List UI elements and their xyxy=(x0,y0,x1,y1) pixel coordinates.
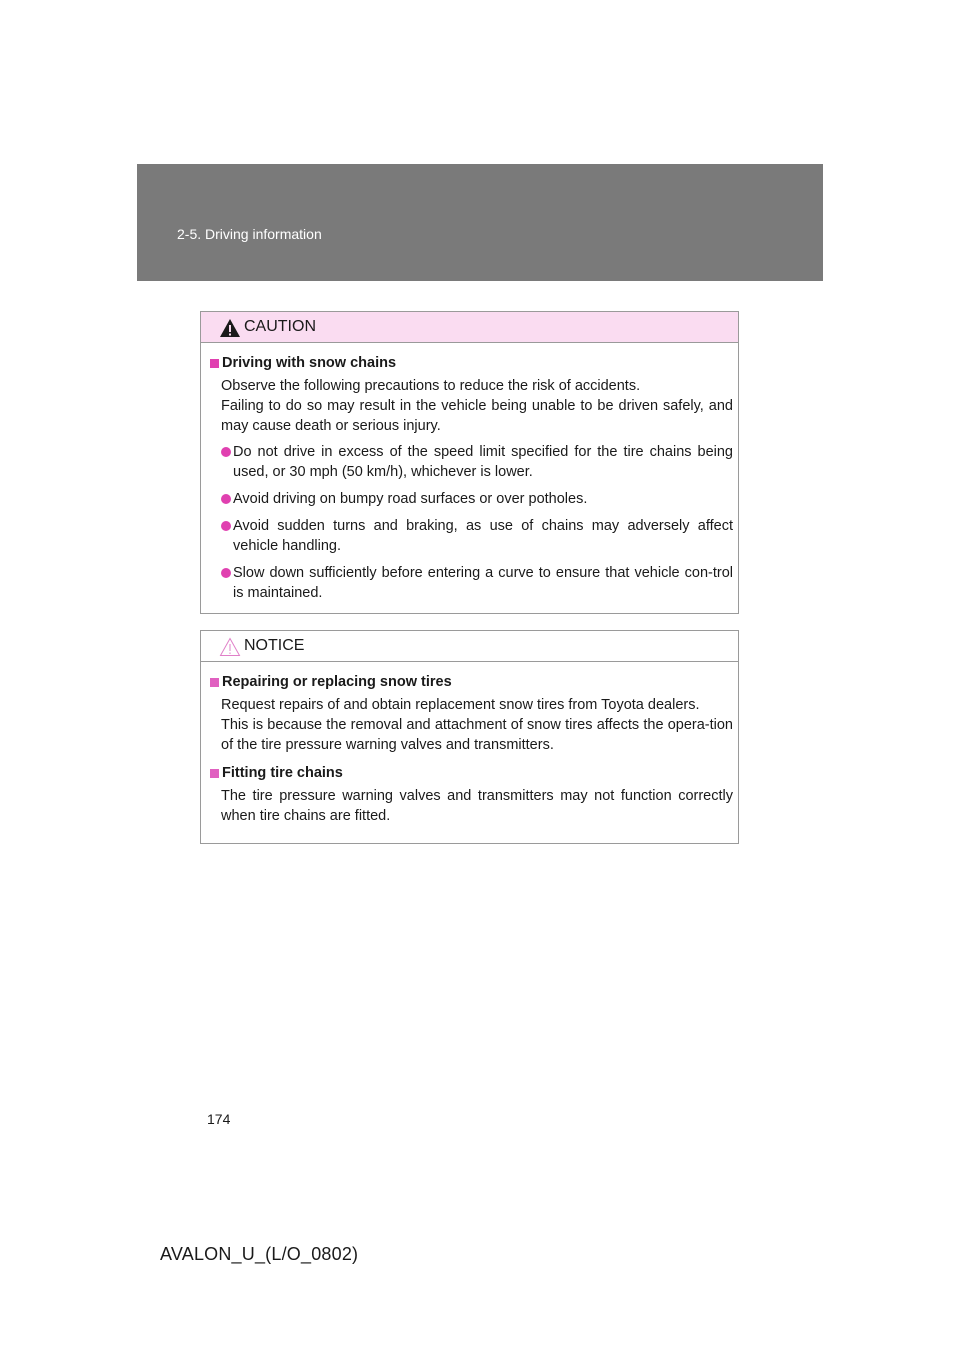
notice-body xyxy=(201,662,738,826)
caution-bullet-list xyxy=(210,442,733,603)
bullet-text: Do not drive in excess of the speed limit specified for the tire chains being used, or 30 mph (50 km/h), whichever is lower. xyxy=(233,444,733,480)
notice-section-title xyxy=(210,763,733,783)
document-code: AVALON_U_(L/O_0802) xyxy=(160,1244,359,1264)
list-item xyxy=(210,516,733,556)
notice-text-line: This is because the removal and attachment of snow tires affects the opera-tion of the tire pressure warning valves and transmitters. xyxy=(221,717,733,753)
round-bullet-icon xyxy=(221,521,231,531)
caution-section-title xyxy=(210,353,733,373)
notice-section-text xyxy=(210,695,733,755)
bullet-text: Slow down sufficiently before entering a curve to ensure that vehicle con-trol is maintained. xyxy=(233,565,733,601)
warning-triangle-outline-icon xyxy=(219,637,241,657)
caution-section-title-text: Driving with snow chains xyxy=(222,355,397,371)
square-bullet-icon xyxy=(210,359,219,368)
notice-section-title-text: Repairing or replacing snow tires xyxy=(222,674,452,690)
list-item xyxy=(210,489,733,509)
notice-section-text xyxy=(210,786,733,826)
notice-text-line: The tire pressure warning valves and transmitters may not function correctly when tire chains are fitted. xyxy=(221,788,733,824)
notice-header xyxy=(201,631,738,662)
square-bullet-icon xyxy=(210,769,219,778)
round-bullet-icon xyxy=(221,447,231,457)
page-number: 174 xyxy=(207,1111,231,1127)
notice-text-line: Request repairs of and obtain replacement snow tires from Toyota dealers. xyxy=(221,697,700,713)
caution-intro xyxy=(210,376,733,436)
section-header-bar xyxy=(137,164,823,281)
caution-intro2-text: Failing to do so may result in the vehicle being unable to be driven safely, and may cause death or serious injury. xyxy=(221,398,733,434)
caution-body xyxy=(201,343,738,603)
notice-section-title-text: Fitting tire chains xyxy=(222,765,343,781)
caution-box xyxy=(200,311,739,614)
section-title: 2-5. Driving information xyxy=(177,226,322,242)
caution-header xyxy=(201,312,738,343)
notice-title: NOTICE xyxy=(244,637,305,654)
caution-intro-text: Observe the following precautions to reduce the risk of accidents. xyxy=(221,378,641,394)
square-bullet-icon xyxy=(210,678,219,687)
list-item xyxy=(210,442,733,482)
round-bullet-icon xyxy=(221,494,231,504)
caution-title: CAUTION xyxy=(244,318,316,335)
bullet-text: Avoid sudden turns and braking, as use of chains may adversely affect vehicle handling. xyxy=(233,518,733,554)
bullet-text: Avoid driving on bumpy road surfaces or over potholes. xyxy=(233,491,588,507)
round-bullet-icon xyxy=(221,568,231,578)
list-item xyxy=(210,563,733,603)
notice-box xyxy=(200,630,739,844)
notice-section-title xyxy=(210,672,733,692)
warning-triangle-filled-icon xyxy=(219,318,241,338)
